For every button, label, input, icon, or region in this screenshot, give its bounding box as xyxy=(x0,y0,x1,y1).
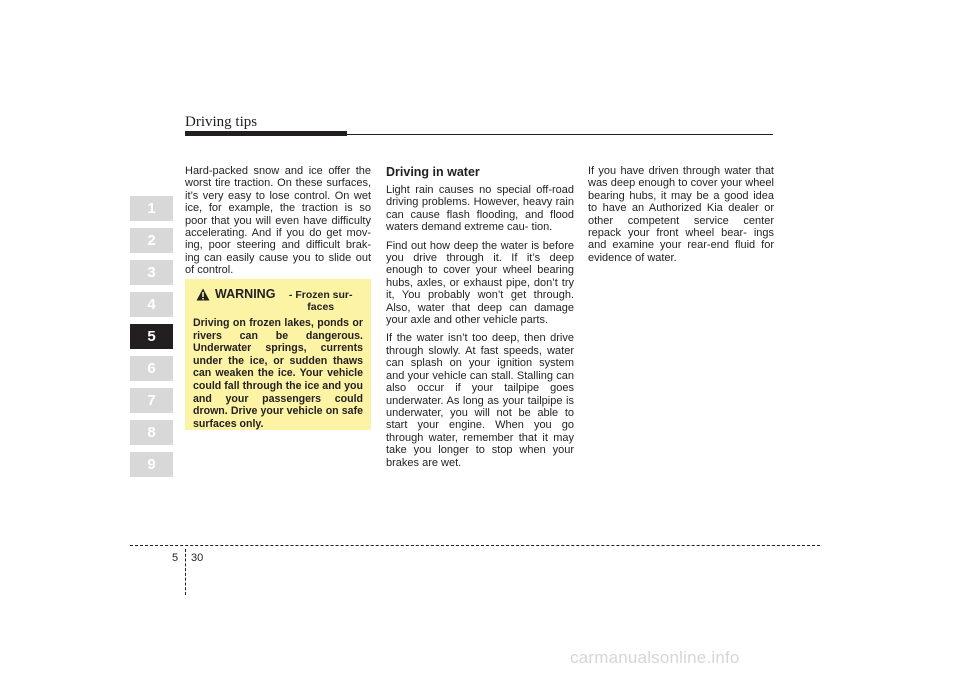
header-rule xyxy=(185,134,773,135)
chapter-tab-8[interactable]: 8 xyxy=(130,420,173,445)
water-paragraph-1: Light rain causes no special off-road driving problems. However, heavy rain can cause flash flooding, and flood waters demand extreme cau- tion. xyxy=(386,184,574,234)
footer-chapter-number: 5 xyxy=(172,552,179,564)
chapter-tabs xyxy=(130,196,173,484)
warning-header xyxy=(193,287,363,313)
warning-subtitle: - Frozen sur- faces xyxy=(288,289,353,313)
chapter-tab-1[interactable]: 1 xyxy=(130,196,173,221)
watermark: carmanualsonline.info xyxy=(570,648,740,667)
water-paragraph-2: Find out how deep the water is before you drive through it. If it’s deep enough to cover your wheel bearing hubs, axles, or exhaust pipe, don’t try it, You probably won’t get through. Also, water that deep can damage your axle and other vehicle parts. xyxy=(386,239,574,327)
warning-triangle-icon xyxy=(196,288,210,301)
chapter-tab-4[interactable]: 4 xyxy=(130,292,173,317)
column-3 xyxy=(588,165,774,270)
page-header-title: Driving tips xyxy=(185,114,258,130)
column-1 xyxy=(185,165,371,283)
chapter-tab-5[interactable]: 5 xyxy=(130,324,173,349)
warning-box xyxy=(185,279,371,430)
column-2 xyxy=(386,165,574,475)
chapter-tab-9[interactable]: 9 xyxy=(130,452,173,477)
chapter-tab-2[interactable]: 2 xyxy=(130,228,173,253)
footer-rule xyxy=(130,545,820,546)
footer-divider xyxy=(185,549,186,595)
chapter-tab-7[interactable]: 7 xyxy=(130,388,173,413)
chapter-tab-3[interactable]: 3 xyxy=(130,260,173,285)
chapter-tab-6[interactable]: 6 xyxy=(130,356,173,381)
water-paragraph-3: If the water isn’t too deep, then drive through slowly. At fast speeds, water can splash on your ignition system and your vehicle can stall. Stalling can also occur if your tailpipe goes underwater. As long as your tailpipe is underwater, you will not be able to start your engine. When you go through water, remember that it may take you longer to stop when your brakes are wet. xyxy=(386,332,574,469)
footer-page-number: 30 xyxy=(191,552,204,564)
warning-text: Driving on frozen lakes, ponds or rivers can be dangerous. Underwater springs, currents under the ice, or sudden thaws can weaken the ice. Your vehicle could fall through the ice and you and your passengers could drown. Drive your vehicle on safe surfaces only. xyxy=(193,317,363,430)
warning-label: WARNING xyxy=(215,287,276,301)
after-water-paragraph: If you have driven through water that was deep enough to cover your wheel bearing hubs, it may be a good idea to have an Authorized Kia dealer or other competent service center repack your front wheel bear- ings and examine your rear-end fluid for evidence of water. xyxy=(588,165,774,264)
snow-ice-paragraph: Hard-packed snow and ice offer the worst tire traction. On these surfaces, it’s very easy to lose control. On wet ice, for example, the traction is so poor that you will even have difficulty accelerating. And if you do get mov- ing, poor steering and difficult brak- ing can easily cause you to slide out of control. xyxy=(185,165,371,277)
section-heading-driving-in-water: Driving in water xyxy=(386,165,480,179)
